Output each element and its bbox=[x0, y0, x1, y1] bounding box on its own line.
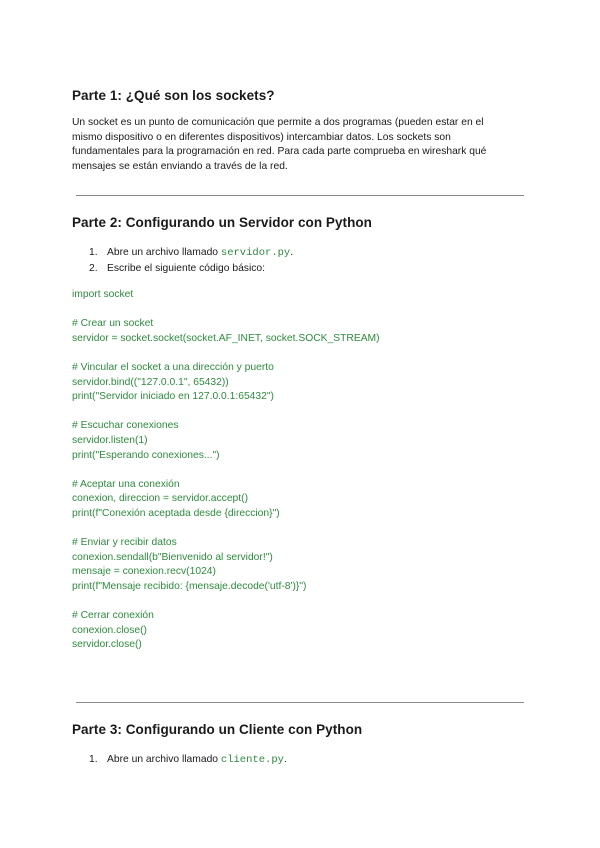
code-line: print("Esperando conexiones...") bbox=[72, 449, 220, 461]
filename: servidor.py bbox=[220, 247, 291, 259]
list-number: 1. bbox=[89, 754, 98, 765]
code-line: print("Servidor iniciado en 127.0.0.1:65432") bbox=[72, 391, 274, 403]
code-line bbox=[72, 303, 380, 318]
filename: cliente.py bbox=[220, 754, 284, 766]
code-line: mensaje = conexion.recv(1024) bbox=[72, 566, 216, 578]
part1-line: mensajes se están enviando a través de la red. bbox=[72, 160, 288, 172]
list-item bbox=[72, 752, 287, 768]
code-line: conexion.sendall(b"Bienvenido al servidor!") bbox=[72, 551, 273, 563]
section-divider bbox=[76, 702, 524, 703]
part3-steps bbox=[72, 752, 287, 768]
list-item bbox=[72, 245, 293, 261]
part1-line: fundamentales para la programación en red. Para cada parte comprueba en wireshark qué bbox=[72, 146, 487, 158]
part2-steps bbox=[72, 245, 293, 276]
part1-heading: Parte 1: ¿Qué son los sockets? bbox=[72, 88, 275, 103]
code-line: # Vincular el socket a una dirección y puerto bbox=[72, 361, 274, 373]
code-line bbox=[72, 522, 380, 537]
code-line: conexion, direccion = servidor.accept() bbox=[72, 493, 248, 505]
code-line: print(f"Mensaje recibido: {mensaje.decode('utf-8')}") bbox=[72, 580, 307, 592]
part1-paragraph bbox=[72, 116, 532, 174]
code-line: # Aceptar una conexión bbox=[72, 478, 180, 490]
code-line: servidor.close() bbox=[72, 639, 142, 651]
code-line: servidor.bind(("127.0.0.1", 65432)) bbox=[72, 376, 229, 388]
code-line: servidor.listen(1) bbox=[72, 434, 148, 446]
list-suffix: . bbox=[290, 247, 294, 258]
code-line: # Crear un socket bbox=[72, 318, 154, 330]
code-line: # Enviar y recibir datos bbox=[72, 537, 177, 549]
part2-heading: Parte 2: Configurando un Servidor con Python bbox=[72, 215, 372, 230]
list-suffix: . bbox=[283, 754, 287, 765]
part1-line: mismo dispositivo o en diferentes dispositivos) intercambiar datos. Los sockets son bbox=[72, 131, 451, 143]
code-line: print(f"Conexión aceptada desde {direccion}") bbox=[72, 507, 280, 519]
list-text: Abre un archivo llamado bbox=[107, 754, 221, 765]
code-line: conexion.close() bbox=[72, 624, 147, 636]
code-line: # Cerrar conexión bbox=[72, 610, 154, 622]
list-text: Abre un archivo llamado bbox=[107, 247, 221, 258]
list-number: 1. bbox=[89, 247, 98, 258]
section-divider bbox=[76, 195, 524, 196]
code-line bbox=[72, 594, 380, 609]
list-number: 2. bbox=[89, 263, 98, 274]
code-line bbox=[72, 405, 380, 420]
server-code-block bbox=[72, 288, 380, 653]
part3-heading: Parte 3: Configurando un Cliente con Python bbox=[72, 722, 363, 737]
code-line: import socket bbox=[72, 289, 134, 300]
code-line bbox=[72, 463, 380, 478]
code-line: # Escuchar conexiones bbox=[72, 420, 179, 432]
list-item bbox=[72, 261, 293, 276]
code-line: servidor = socket.socket(socket.AF_INET, socket.SOCK_STREAM) bbox=[72, 332, 380, 344]
list-text: Escribe el siguiente código básico: bbox=[107, 263, 265, 274]
part1-line: Un socket es un punto de comunicación que permite a dos programas (pueden estar en el bbox=[72, 117, 484, 128]
code-line bbox=[72, 346, 380, 361]
